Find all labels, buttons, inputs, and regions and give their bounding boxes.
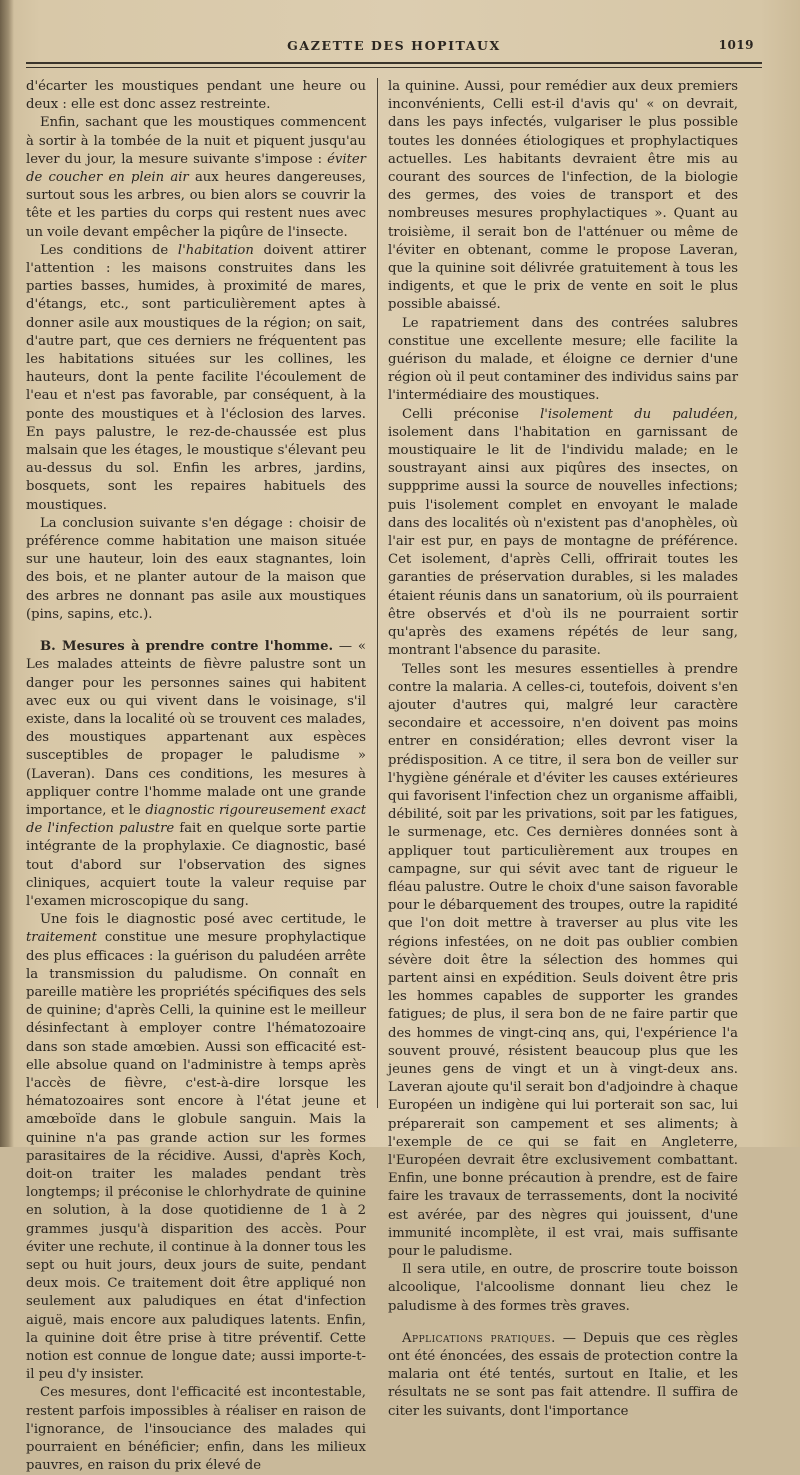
right-column — [388, 78, 738, 1421]
section-heading: B. Mesures à prendre contre l'homme. — [40, 639, 334, 655]
emphasis-text: éviter de coucher en plein air — [26, 151, 366, 186]
left-column — [26, 78, 366, 1475]
paragraph-text: d'écarter les moustiques pendant une heure ou deux : elle est donc assez restreinte. — [26, 79, 366, 113]
paragraph — [388, 406, 738, 661]
paragraph — [388, 661, 738, 1262]
journal-title: GAZETTE DES HOPITAUX — [287, 38, 501, 53]
emphasis-text: diagnostic rigoureusement exact de l'infection palustre — [26, 802, 366, 837]
header-rule-thin — [26, 67, 762, 68]
emphasis-text: l'habitation — [177, 242, 254, 258]
paragraph-text: Celli préconise — [402, 406, 541, 422]
section-heading: Applications pratiques. — [402, 1330, 556, 1346]
paragraph-text: Enfin, sachant que les moustiques commencent à sortir à la tombée de la nuit et piquent jusqu'au lever du jour, la mesure suivante s'impose : — [26, 115, 366, 167]
paragraph-text: — Depuis que ces règles ont été énoncées, des essais de protection contre la malaria ont été tentés, surtout en Italie, et les résultats ne se sont pas fait attendre. Il suffira de citer les suivants, dont l'importance — [388, 1330, 738, 1419]
paragraph-text: fait en quelque sorte partie intégrante de la prophylaxie. Ce diagnostic, basé tout d'abord sur l'observation des signes cliniques, acquiert toute la valeur requise par l'examen microscopique du sang. — [26, 821, 366, 909]
paragraph-text: — « Les malades atteints de fièvre palustre sont un danger pour les personnes saines qui habitent avec eux ou qui vivent dans le voisinage, s'il existe, dans la localité où se trouvent ces malades, des moustiques appartenant aux espèces susceptibles de propager le paludisme » (Laveran). Dans ces conditions, les mesures à appliquer contre l'homme malade ont une grande importance, et le — [26, 639, 366, 818]
paragraph-text: doivent attirer l'attention : les maisons construites dans les parties basses, humides, à proximité de mares, d'étangs, etc., sont particulièrement aptes à donner asile aux moustiques de la région; on sait, d'autre part, que ces derniers ne fréquentent pas les habitations situées sur les collines, les hauteurs, dont la pente facilite l'écoulement de l'eau et n'est pas favorable, par conséquent, à la ponte des moustiques et à l'éclosion des larves. En pays palustre, le rez-de-chaussée est plus malsain que les étages, le moustique s'élevant peu au-dessus du sol. Enfin les arbres, jardins, bosquets, sont les repaires habituels des moustiques. — [26, 242, 366, 513]
paragraph — [26, 1384, 366, 1475]
paragraph-text: , isolement dans l'habitation en garnissant de moustiquaire le lit de l'individu malade; en le soustrayant ainsi aux piqûres des insectes, on suppprime aussi la source de nouvelles infections; puis l'isolement complet en envoyant le malade dans des localités où n'existent pas d'anophèles, où l'air est pur, en pays de montagne de préférence. Cet isolement, d'après Celli, offrirait toutes les garanties de préservation durables, si les malades étaient réunis dans un sanatorium, où ils pourraient être observés et d'où ils ne pourraient sortir qu'après des examens répétés de leur sang, montrant l'absence du parasite. — [388, 406, 738, 659]
paragraph-text: La conclusion suivante s'en dégage : choisir de préférence comme habitation une maison située sur une hauteur, loin des eaux stagnantes, loin des bois, et ne planter autour de la maison que des arbres ne donnant pas asile aux moustiques (pins, sapins, etc.). — [26, 515, 366, 622]
paragraph-text: Ces mesures, dont l'efficacité est incontestable, restent parfois impossibles à réaliser en raison de l'ignorance, de l'insouciance des malades qui pourraient en bénéficier; enfin, dans les milieux pauvres, en raison du prix élevé de — [26, 1385, 366, 1474]
paragraph — [388, 78, 738, 315]
paragraph-text: Les conditions de — [40, 242, 178, 258]
paragraph — [26, 78, 366, 114]
paragraph-text: la quinine. Aussi, pour remédier aux deux premiers inconvénients, Celli est-il d'avis qu' « on devrait, dans les pays infectés, vulgariser le plus possible toutes les données étiologiques et prophylactiques actuelles. Les habitants devraient être mis au courant des sources de l'infection, de la biologie des germes, des voies de transport et des nombreuses mesures prophylactiques ». Quant au troisième, il serait bon de l'atténuer ou même de l'éviter en obtenant, comme le propose Laveran, que la quinine soit délivrée gratuitement à tous les indigents, et que le prix de vente en soit le plus possible abaissé. — [388, 79, 738, 313]
paragraph — [26, 515, 366, 624]
page-header — [26, 30, 762, 66]
section-paragraph — [388, 1330, 738, 1421]
paragraph-text: Telles sont les mesures essentielles à prendre contre la malaria. A celles-ci, toutefois, doivent s'en ajouter d'autres qui, malgré leur caractère secondaire et accessoire, n'en doivent pas moins entrer en considération; elles devront viser la prédisposition. A ce titre, il sera bon de veiller sur l'hygiène générale et d'éviter les causes extérieures qui favorisent l'infection chez un organisme affaibli, débilité, soit par les privations, soit par les fatigues, le surmenage, etc. Ces dernières données sont à appliquer tout particulièrement aux troupes en campagne, sur qui sévit avec tant de rigueur le fléau palustre. Outre le choix d'une saison favorable pour le débarquement des troupes, outre la rapidité que l'on doit mettre à traverser au plus vite les régions infestées, on ne doit pas oublier combien sévère doit être la sélection des hommes qui partent ainsi en expédition. Seuls doivent être pris les hommes capables de supporter les grandes fatigues; de plus, il sera bon de ne faire partir que des hommes de vingt-cinq ans, qui, l'expérience l'a souvent prouvé, résistent beaucoup plus que les jeunes gens de vingt et un à vingt-deux ans. Laveran ajoute qu'il serait bon d'adjoindre à chaque Européen un indigène qui lui porterait son sac, lui préparerait son campement et ses aliments; à l'exemple de ce qui se fait en Angleterre, l'Européen devrait être exclusivement combattant. Enfin, une bonne précaution à prendre, est de faire faire les travaux de terrassements, dont la nocivité est avérée, par des nègres qui jouissent, d'une immunité incomplète, il est vrai, mais suffisante pour le paludisme. — [388, 661, 738, 1259]
paragraph — [388, 315, 738, 406]
paragraph — [26, 911, 366, 1384]
paragraph — [26, 242, 366, 515]
header-rule — [26, 62, 762, 64]
emphasis-text: traitement — [26, 930, 97, 946]
paragraph-text: Il sera utile, en outre, de proscrire toute boisson alcoolique, l'alcoolisme donnant lieu chez le paludisme à des formes très graves. — [388, 1262, 738, 1314]
page-number: 1019 — [718, 38, 754, 52]
paragraph-text: Le rapatriement dans des contrées salubres constitue une excellente mesure; elle facilite la guérison du malade, et éloigne ce dernier d'une région où il peut contaminer des individus sains par l'intermédiaire des moustiques. — [388, 315, 738, 404]
paragraph-text: aux heures dangereuses, surtout sous les arbres, ou bien alors se couvrir la tête et les parties du corps qui restent nues avec un voile devant empêcher la piqûre de l'insecte. — [26, 170, 366, 240]
section-paragraph — [26, 638, 366, 911]
paragraph-text: Une fois le diagnostic posé avec certitude, le — [40, 912, 366, 928]
emphasis-text: l'isolement du paludéen — [540, 406, 734, 422]
paragraph — [388, 1261, 738, 1316]
paragraph — [26, 114, 366, 241]
paragraph-text: constitue une mesure prophylactique des plus efficaces : la guérison du paludéen arrête la transmission du paludisme. On connaît en pareille matière les propriétés spécifiques des sels de quinine; d'après Celli, la quinine est le meilleur désinfectant à employer contre l'hématozoaire dans son stade amœbien. Aussi son efficacité est-elle absolue quand on l'administre à temps après l'accès de fièvre, c'est-à-dire lorsque les hématozoaires sont encore à l'état jeune et amœboïde dans le globule sanguin. Mais la quinine n'a pas grande action sur les formes parasitaires de la récidive. Aussi, d'après Koch, doit-on traiter les malades pendant très longtemps; il préconise le chlorhydrate de quinine en solution, à la dose quotidienne de 1 à 2 grammes jusqu'à disparition des accès. Pour éviter une rechute, il continue à la donner tous les sept ou huit jours, deux jours de suite, pendant deux mois. Ce traitement doit être appliqué non seulement aux paludiques en état d'infection aiguë, mais encore aux paludiques latents. Enfin, la quinine doit être prise à titre préventif. Cette notion est connue de longue date; aussi importe-t-il peu d'y insister. — [26, 930, 366, 1383]
column-divider — [377, 78, 378, 1108]
